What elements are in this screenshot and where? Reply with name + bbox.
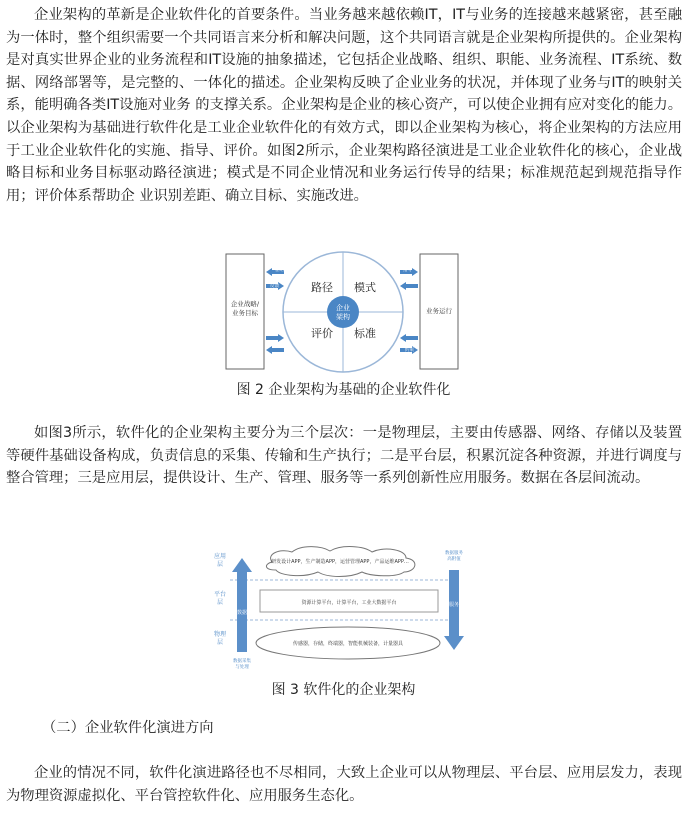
down-service-arrow (444, 570, 464, 650)
arrow-right-2 (400, 282, 418, 290)
core-circle (327, 296, 359, 328)
arrow-label-guide: 指导 (403, 268, 412, 273)
figure-2-caption: 图 2 企业架构为基础的企业软件化 (236, 382, 451, 398)
section-heading: （二）企业软件化演进方向 (42, 720, 214, 736)
arrow-right-3 (400, 334, 418, 342)
down-arrow-label: 服务 (448, 602, 460, 608)
layer-label-physical-1: 物理 (213, 631, 227, 638)
layer-label-physical-2: 层 (216, 639, 224, 646)
figure-2-diagram (222, 250, 468, 375)
quadrant-evaluation: 评价 (311, 327, 333, 340)
right-note-2: 高附值 (447, 557, 461, 562)
paragraph-2: 如图3所示，软件化的企业架构主要分为三个层次：一是物理层，主要由传感器、网络、存储以及装置等硬件基础设备构成，负责信息的采集、传输和生产执行；二是平台层，积累沉淀各种资源，并进行调度与整合管理；三是应用层，提供设计、生产、管理、服务等一系列创新性应用服务。数据在各层间流动。 (6, 425, 682, 487)
strategy-box-label-2: 业务目标 (232, 309, 258, 317)
paragraph-3: 企业的情况不同，软件化演进路径也不尽相同，大致上企业可以从物理层、平台层、应用层发力，表现为物理资源虚拟化、平台管控软件化、应用服务生态化。 (6, 765, 682, 804)
platform-row-text: 资源计算平台，计算平台，工业大数据平台 (301, 600, 397, 606)
core-label-2: 架构 (336, 313, 350, 321)
strategy-box-label-1: 企业战略/ (230, 300, 260, 308)
arrow-left-3 (266, 334, 284, 342)
layer-label-platform-1: 平台 (213, 591, 227, 598)
figure-3-diagram (210, 542, 476, 670)
physical-row-text: 传感器，存储，终端器，智能机械装备，计量器具 (292, 641, 404, 647)
operation-box-label: 业务运行 (426, 307, 452, 315)
arrow-label-feedback: 反馈 (270, 284, 279, 289)
arrow-left-4 (266, 346, 284, 354)
layer-label-app-1: 应用 (213, 553, 227, 560)
left-arrows (266, 268, 284, 354)
left-note-2: 与处理 (235, 665, 249, 670)
paragraph-1: 企业架构的革新是企业软件化的首要条件。当业务越来越依赖IT，IT与业务的连接越来越紧密，甚至融为一体时，整个组织需要一个共同语言来分析和解决问题，这个共同语言就是企业架构所提供的。企业架构是对真实世界企业的业务流程和IT设施的抽象描述，它包括企业战略、组织、职能、业务流程、IT系统、数据、网络部署等，是完整的、一体化的描述。企业架构反映了企业业务的状况，并体现了业务与IT的映射关系，能明确各类IT设施对业务 的支撑关系。企业架构是企业的核心资产，可以使企业拥有应对变化的能力。以企业架构为基础进行软件化是工业企业软件化的有效方式，即以企业架构为核心，将企业架构的方法应用于工业企业软件化的实施、指导、评价。如图2所示，企业架构路径演进是工业企业软件化的核心，企业战略目标和业务目标驱动路径演进；模式是不同企业情况和业务运行传导的结果；标准规范起到规范指导作用；评价体系帮助企 业识别差距、确立目标、实施改进。 (6, 7, 682, 204)
app-row-text: 研发设计APP，生产制造APP，运营管理APP，产品运维APP… (271, 559, 409, 565)
core-label-1: 企业 (336, 304, 350, 312)
quadrant-standard: 标准 (354, 327, 376, 340)
up-data-arrow (232, 558, 252, 652)
quadrant-mode: 模式 (354, 281, 376, 294)
left-note-1: 数据采集 (233, 659, 251, 664)
right-note-1: 数据服务 (445, 551, 463, 556)
figure-3-caption: 图 3 软件化的企业架构 (271, 682, 416, 698)
arrow-label-constrain: 约束 (405, 348, 414, 353)
layer-label-app-2: 层 (216, 561, 224, 568)
layer-label-platform-2: 层 (216, 599, 224, 606)
arrow-label-drive: 驱动 (275, 268, 284, 273)
quadrant-path: 路径 (311, 281, 333, 294)
up-arrow-label: 数据 (236, 610, 248, 616)
